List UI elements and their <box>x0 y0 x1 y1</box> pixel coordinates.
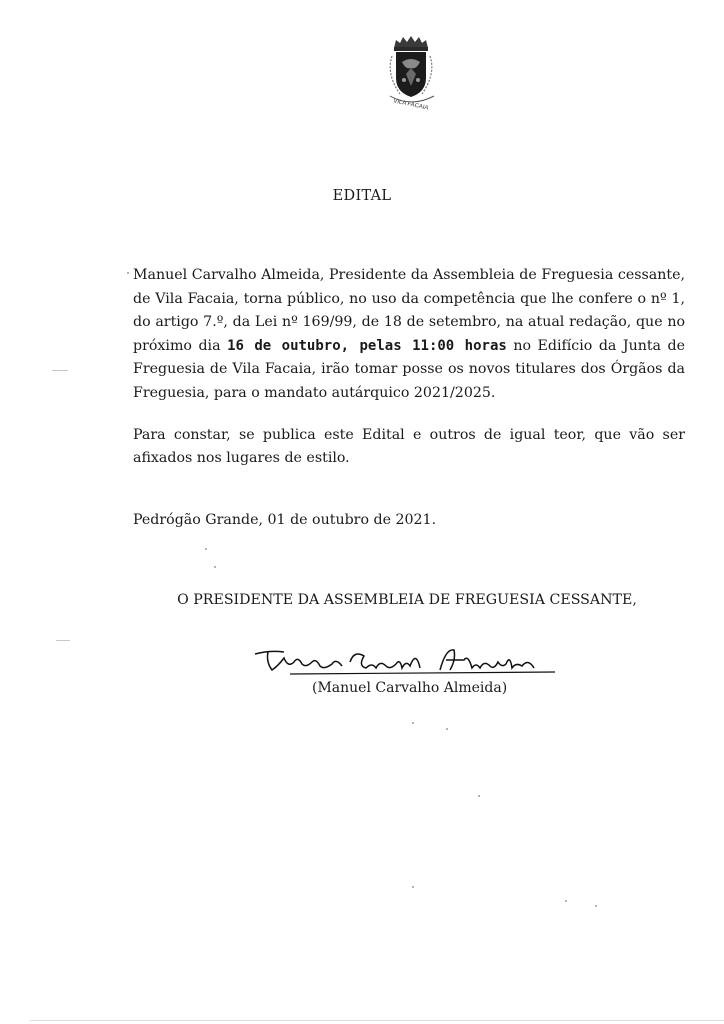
announcement-paragraph: Manuel Carvalho Almeida, Presidente da Assembleia de Freguesia cessante, de Vila Facaia, torna público, no uso da competência que lhe confere o nº 1, do artigo 7.º, da Lei nº 169/99, de 18 de setembro, na atual redação, que no próximo dia 16 de outubro, pelas 11:00 horas no Edifício da Junta de Freguesia de Vila Facaia, irão tomar posse os novos titulares dos Órgãos da Freguesia, para o mandato autárquico 2021/2025. <box>133 267 685 401</box>
scan-speck <box>214 566 216 568</box>
scan-speck <box>412 886 414 888</box>
scan-speck <box>412 722 414 724</box>
scan-speck <box>565 900 567 902</box>
scan-bottom-edge <box>30 1020 724 1021</box>
crest-icon <box>376 34 446 112</box>
svg-text:VILA FACAIA: VILA FACAIA <box>392 98 429 112</box>
scan-edge-mark <box>52 370 68 371</box>
coat-of-arms-seal <box>376 34 446 112</box>
place-date: Pedrógão Grande, 01 de outubro de 2021. <box>133 512 437 528</box>
scan-speck <box>446 728 448 730</box>
handwritten-signature <box>250 640 560 680</box>
scan-edge-mark <box>56 640 70 641</box>
publication-paragraph: Para constar, se publica este Edital e outros de igual teor, que vão ser afixados nos lugares de estilo. <box>133 426 685 467</box>
scan-speck <box>595 905 597 907</box>
scan-speck <box>478 795 480 797</box>
signatory-title: O PRESIDENTE DA ASSEMBLEIA DE FREGUESIA CESSANTE, <box>177 592 637 608</box>
document-title: EDITAL <box>332 188 392 204</box>
document-body <box>133 264 685 489</box>
session-datetime: 16 de outubro, pelas 11:00 horas <box>227 337 507 354</box>
scan-speck <box>205 548 207 550</box>
signatory-name: (Manuel Carvalho Almeida) <box>312 680 508 696</box>
scan-speck <box>127 272 129 274</box>
